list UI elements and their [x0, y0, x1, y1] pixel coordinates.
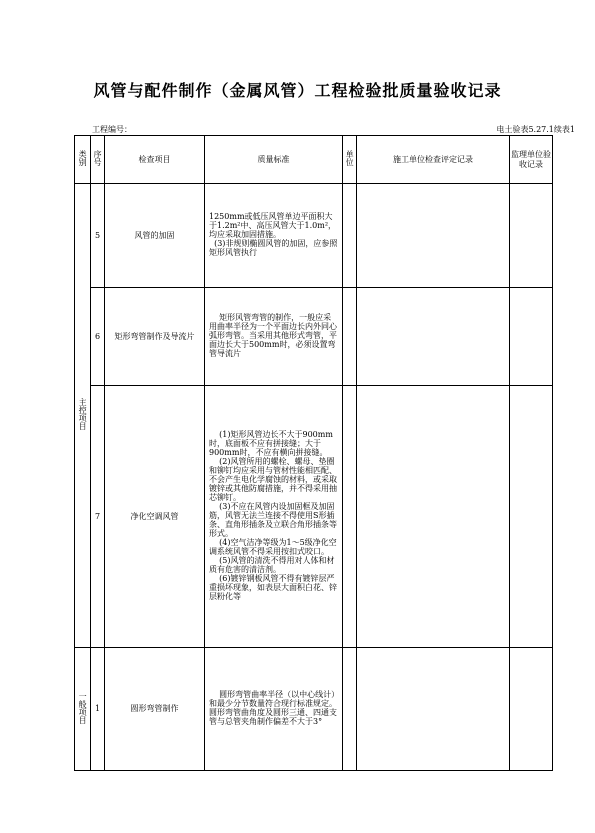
row-record[interactable]: [357, 386, 510, 648]
row-seq: 6: [91, 288, 105, 386]
row-supervisor[interactable]: [510, 648, 553, 771]
form-number: 电土验表5.27.1续表1: [496, 125, 575, 134]
row-supervisor[interactable]: [510, 184, 553, 288]
inspection-table: [74, 135, 553, 771]
group-main-control: 主控项目: [75, 184, 91, 648]
header-row: [75, 136, 553, 184]
table-row: [75, 184, 553, 288]
row-item: 风管的加固: [105, 184, 205, 288]
row-standard: 圆形弯管曲率半径（以中心线计）和最少分节数量符合现行标准规定。圆形弯管曲角度及圆形三通、四通支管与总管夹角制作偏差不大于3°: [205, 648, 343, 771]
row-standard: (1)矩形风管边长不大于900mm时，底面板不应有拼接缝；大于900mm时，不应有横向拼接缝。 (2)风管所用的螺栓、螺母、垫圈和铆钉均应采用与管材性能相匹配、不会产生电化学腐蚀的材料，或采取镀锌或其他防腐措施，并不得采用抽芯铆钉。 (3)不应在风管内设加固框及加固筋，风管无法兰连接不得使用S形插条、直角形插条及立联合角形插条等形式。 (4)空气洁净等级为1～5级净化空调系统风管不得采用按扣式咬口。 (5)风管的清洗不得用对人体和材质有危害的清洁剂。 (6)镀锌钢板风管不得有镀锌层严重损坏现象，如表层大面积白花、锌层粉化等: [205, 386, 343, 648]
table-row: [75, 648, 553, 771]
header-standard: 质量标准: [205, 136, 343, 184]
header-supervisor: 监理单位验收记录: [510, 136, 553, 184]
header-seq: 序号: [91, 136, 105, 184]
row-item: 矩形弯管制作及导流片: [105, 288, 205, 386]
header-category: 类别: [75, 136, 91, 184]
row-seq: 5: [91, 184, 105, 288]
row-standard: 矩形风管弯管的制作，一般应采用曲率半径为一个平面边长内外同心弧形弯管。当采用其他形式弯管，平面边长大于500mm时，必须设置弯管导流片: [205, 288, 343, 386]
row-record[interactable]: [357, 288, 510, 386]
header-item: 检查项目: [105, 136, 205, 184]
row-supervisor[interactable]: [510, 386, 553, 648]
row-seq: 7: [91, 386, 105, 648]
row-unit[interactable]: [343, 648, 357, 771]
table-row: [75, 386, 553, 648]
header-unit: 单位: [343, 136, 357, 184]
row-record[interactable]: [357, 184, 510, 288]
row-item: 圆形弯管制作: [105, 648, 205, 771]
row-supervisor[interactable]: [510, 288, 553, 386]
row-record[interactable]: [357, 648, 510, 771]
project-number-label: 工程编号：: [92, 125, 132, 134]
row-item: 净化空调风管: [105, 386, 205, 648]
group-general: 一般项目: [75, 648, 91, 771]
row-unit[interactable]: [343, 184, 357, 288]
header-record: 施工单位检查评定记录: [357, 136, 510, 184]
table-row: [75, 288, 553, 386]
row-unit[interactable]: [343, 386, 357, 648]
page-title: 风管与配件制作（金属风管）工程检验批质量验收记录: [93, 81, 502, 100]
row-standard: 1250mm或低压风管单边平面积大于1.2m²中、高压风管大于1.0m²，均应采取加固措施。 (3)非规则椭圆风管的加固，应参照矩形风管执行: [205, 184, 343, 288]
row-unit[interactable]: [343, 288, 357, 386]
row-seq: 1: [91, 648, 105, 771]
